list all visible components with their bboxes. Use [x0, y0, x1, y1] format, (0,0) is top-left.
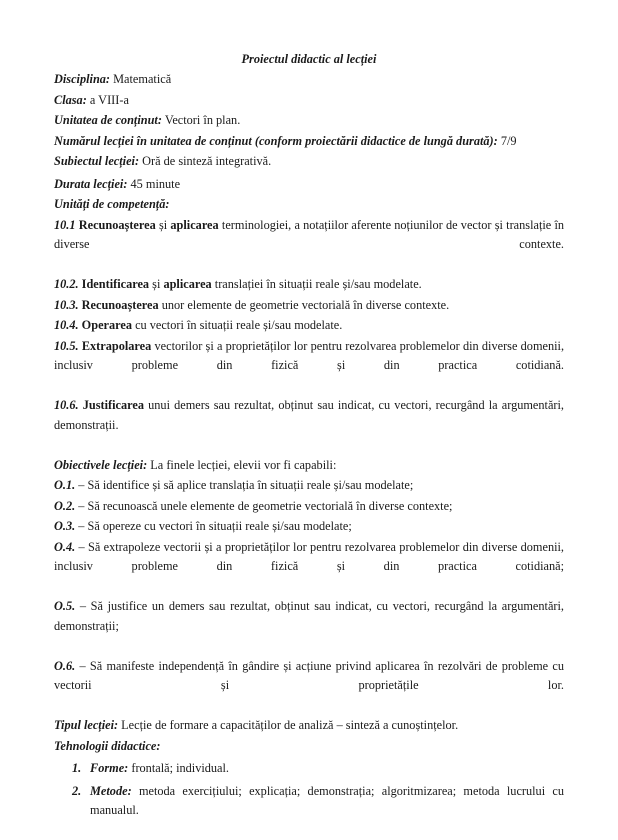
- field-label: Unitatea de conținut:: [54, 113, 162, 127]
- field-label: Tipul lecției:: [54, 718, 118, 732]
- competenta-text: translației în situații reale și/sau modelate.: [215, 277, 422, 291]
- competenta-code: 10.1: [54, 218, 76, 232]
- tehnologii-text: metoda exercițiului; explicația; demonstrația; algoritmizarea; metoda lucrului cu manualul.: [90, 784, 564, 818]
- obiectiv-item: [54, 476, 564, 496]
- section-heading: Tehnologii didactice:: [54, 739, 160, 753]
- field-label: Durata lecției:: [54, 177, 127, 191]
- competenta-keyword: Justificarea: [83, 398, 144, 412]
- field-value: 7/9: [501, 134, 517, 148]
- tehnologii-item: [54, 782, 564, 840]
- competenta-item: [54, 275, 564, 295]
- field-tipul: [54, 716, 564, 736]
- competenta-keyword: Extrapolarea: [82, 339, 151, 353]
- obiective-intro: La finele lecției, elevii vor fi capabili:: [150, 458, 336, 472]
- obiectiv-code: O.3.: [54, 519, 75, 533]
- obiectiv-code: O.1.: [54, 478, 75, 492]
- field-label: Clasa:: [54, 93, 87, 107]
- field-label: Subiectul lecției:: [54, 154, 139, 168]
- field-value: 45 minute: [131, 177, 181, 191]
- tehnologii-label: Metode:: [90, 784, 132, 798]
- obiectiv-text: – Să justifice un demers sau rezultat, obținut sau indicat, cu vectori, recurgând la argumentări, demonstrații;: [54, 599, 564, 633]
- document-title: Proiectul didactic al lecției: [54, 49, 564, 69]
- obiectiv-item: [54, 497, 564, 517]
- obiective-heading: [54, 456, 564, 476]
- competenta-text: unui demers sau rezultat, obținut sau indicat, cu vectori, recurgând la argumentări, demonstrații.: [54, 398, 564, 432]
- field-clasa: [54, 91, 564, 111]
- section-heading: Unități de competență:: [54, 197, 169, 211]
- competenta-code: 10.4.: [54, 318, 79, 332]
- field-subiectul: [54, 152, 564, 172]
- obiectiv-item: [54, 517, 564, 537]
- tehnologii-text: frontală; individual.: [131, 761, 229, 775]
- obiectiv-code: O.2.: [54, 499, 75, 513]
- field-value: a VIII-a: [90, 93, 129, 107]
- field-value: Vectori în plan.: [165, 113, 240, 127]
- competenta-keyword: aplicarea: [170, 218, 218, 232]
- obiectiv-text: – Să opereze cu vectori în situații reale și/sau modelate;: [78, 519, 352, 533]
- field-value: Oră de sinteză integrativă.: [142, 154, 271, 168]
- competenta-text: cu vectori în situații reale și/sau modelate.: [135, 318, 342, 332]
- competenta-keyword: Recunoașterea: [79, 218, 156, 232]
- obiectiv-item: [54, 657, 564, 716]
- field-value: Lecție de formare a capacităților de analiză – sinteză a cunoștințelor.: [121, 718, 458, 732]
- competenta-text: unor elemente de geometrie vectorială în diverse contexte.: [162, 298, 449, 312]
- tehnologii-heading: [54, 737, 564, 757]
- competenta-item: [54, 337, 564, 396]
- list-number: 2.: [72, 782, 81, 802]
- obiectiv-item: [54, 538, 564, 597]
- section-heading: Obiectivele lecției:: [54, 458, 147, 472]
- obiectiv-text: – Să manifeste independență în gândire și acțiune privind aplicarea în rezolvări de probleme cu vectorii și proprietățile lor.: [54, 659, 564, 693]
- field-disciplina: [54, 70, 564, 90]
- field-value: Matematică: [113, 72, 171, 86]
- tehnologii-item: [54, 759, 564, 779]
- competenta-keyword: Operarea: [82, 318, 132, 332]
- competenta-code: 10.3.: [54, 298, 79, 312]
- competenta-conj: și: [159, 218, 167, 232]
- competenta-keyword: aplicarea: [163, 277, 211, 291]
- obiectiv-text: – Să extrapoleze vectorii și a proprietăților lor pentru rezolvarea problemelor din diverse domenii, inclusiv probleme din fizică și din practica cotidiană;: [54, 540, 564, 574]
- field-durata: [54, 175, 564, 195]
- competenta-item: [54, 316, 564, 336]
- obiectiv-item: [54, 597, 564, 656]
- list-number: 1.: [72, 759, 81, 779]
- competenta-code: 10.2.: [54, 277, 79, 291]
- competenta-keyword: Identificarea: [82, 277, 149, 291]
- competenta-conj: și: [152, 277, 160, 291]
- tehnologii-label: Forme:: [90, 761, 128, 775]
- field-numarul: [54, 132, 564, 152]
- competenta-code: 10.5.: [54, 339, 79, 353]
- obiectiv-code: O.4.: [54, 540, 75, 554]
- competenta-code: 10.6.: [54, 398, 79, 412]
- obiectiv-code: O.6.: [54, 659, 75, 673]
- competenta-text: terminologiei, a notațiilor aferente noțiunilor de vector și translație în diverse contexte.: [54, 218, 564, 252]
- competenta-item: [54, 396, 564, 455]
- field-label: Numărul lecției în unitatea de conținut (conform proiectării didactice de lungă durată):: [54, 134, 498, 148]
- field-unitatea: [54, 111, 564, 131]
- competenta-item: [54, 296, 564, 316]
- competenta-item: [54, 216, 564, 275]
- competenta-text: vectorilor și a proprietăților lor pentru rezolvarea problemelor din diverse domenii, inclusiv probleme din fizică și din practica cotidiană.: [54, 339, 564, 373]
- field-label: Disciplina:: [54, 72, 110, 86]
- obiectiv-code: O.5.: [54, 599, 75, 613]
- obiectiv-text: – Să recunoască unele elemente de geometrie vectorială în diverse contexte;: [78, 499, 452, 513]
- competente-heading: [54, 195, 564, 215]
- obiectiv-text: – Să identifice și să aplice translația în situații reale și/sau modelate;: [78, 478, 413, 492]
- competenta-keyword: Recunoașterea: [82, 298, 159, 312]
